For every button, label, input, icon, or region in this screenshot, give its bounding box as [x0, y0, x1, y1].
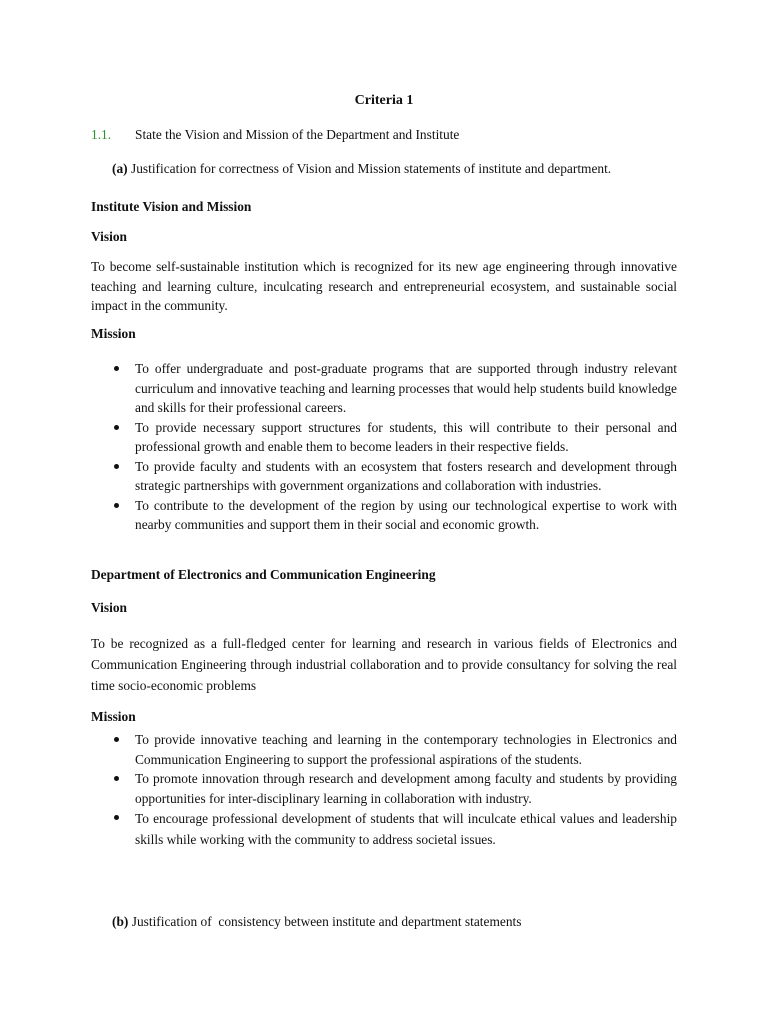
- item-b-label: (b): [112, 914, 129, 929]
- list-item: To promote innovation through research and development among faculty and students by providing opportunities for inter-disciplinary learning in collaboration with industry.: [91, 769, 677, 808]
- institute-vision-heading: Vision: [91, 229, 127, 244]
- department-vision-text: To be recognized as a full-fledged center for learning and research in various fields of Electronics and Communication Engineering through industrial collaboration and to provide consultancy for solving the real time socio-economic problems: [91, 636, 677, 693]
- department-vision-heading: Vision: [91, 600, 127, 615]
- institute-mission-list: [91, 359, 677, 535]
- institute-mission-heading: Mission: [91, 326, 136, 341]
- department-mission-list: [91, 730, 677, 850]
- item-b: [112, 914, 712, 930]
- department-heading: Department of Electronics and Communication Engineering: [91, 567, 436, 582]
- institute-vision-text: To become self-sustainable institution which is recognized for its new age engineering through innovative teaching and learning culture, inculcating research and entrepreneurial ecosystem, and sustainable social impact in the community.: [91, 259, 677, 313]
- item-a: [112, 161, 712, 177]
- list-item: To provide innovative teaching and learning in the contemporary technologies in Electronics and Communication Engineering to support the professional aspirations of the students.: [91, 730, 677, 769]
- department-mission-heading: Mission: [91, 709, 136, 724]
- list-item: To contribute to the development of the region by using our technological expertise to work with nearby communities and support them in their social and economic growth.: [91, 496, 677, 535]
- section-heading: State the Vision and Mission of the Department and Institute: [135, 127, 460, 142]
- list-item: To encourage professional development of students that will inculcate ethical values and leadership skills while working with the community to address societal issues.: [91, 808, 677, 850]
- page-title: Criteria 1: [354, 93, 414, 108]
- section-number: 1.1.: [91, 127, 112, 142]
- list-item: To provide faculty and students with an ecosystem that fosters research and development through strategic partnerships with government organizations and collaboration with industries.: [91, 457, 677, 496]
- list-item: To provide necessary support structures for students, this will contribute to their personal and professional growth and enable them to become leaders in their respective fields.: [91, 418, 677, 457]
- item-b-text: Justification of consistency between institute and department statements: [131, 914, 522, 929]
- list-item: To offer undergraduate and post-graduate programs that are supported through industry relevant curriculum and innovative teaching and learning processes that would help students build knowledge and skills for their professional careers.: [91, 359, 677, 418]
- item-a-text: Justification for correctness of Vision and Mission statements of institute and department.: [130, 161, 612, 176]
- institute-heading: Institute Vision and Mission: [91, 199, 252, 214]
- item-a-label: (a): [112, 161, 128, 176]
